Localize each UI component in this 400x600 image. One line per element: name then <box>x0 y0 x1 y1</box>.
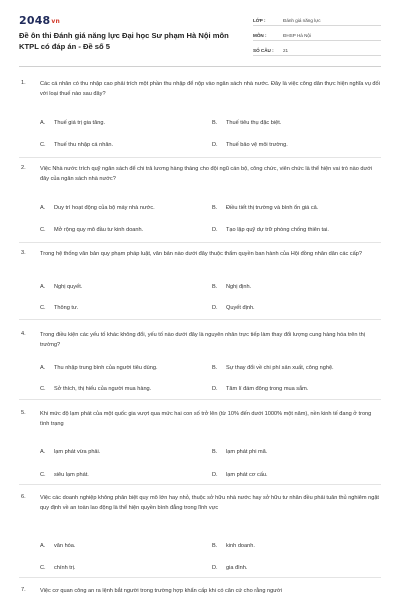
option-letter: D. <box>212 386 218 392</box>
option-text: lạm phát cơ cấu. <box>226 472 268 478</box>
option-a[interactable] <box>40 205 155 211</box>
option-a[interactable] <box>40 120 105 126</box>
meta-row-count <box>253 43 381 56</box>
meta-label: MÔN : <box>253 33 267 38</box>
option-letter: C. <box>40 386 46 392</box>
option-letter: B. <box>212 543 218 549</box>
option-b[interactable] <box>212 284 251 290</box>
exam-meta <box>253 13 381 58</box>
option-text: Thuế thu nhập cá nhân. <box>54 142 114 148</box>
question-number: 6. <box>21 494 26 500</box>
option-text: lạm phát vừa phải. <box>54 449 101 455</box>
option-letter: B. <box>212 365 218 371</box>
option-text: Thuế bảo vệ môi trường. <box>226 142 288 148</box>
option-a[interactable] <box>40 365 158 371</box>
option-text: Thông tư. <box>54 305 79 311</box>
header-divider <box>19 66 381 67</box>
option-text: gia đình. <box>226 565 248 571</box>
option-letter: D. <box>212 305 218 311</box>
question-number: 4. <box>21 331 26 337</box>
option-letter: A. <box>40 205 46 211</box>
option-text: văn hóa. <box>54 543 76 549</box>
option-b[interactable] <box>212 205 318 211</box>
option-letter: D. <box>212 565 218 571</box>
option-text: Thuế tiêu thụ đặc biệt. <box>226 120 282 126</box>
option-letter: D. <box>212 142 218 148</box>
option-a[interactable] <box>40 543 75 549</box>
logo-suffix: vn <box>51 18 61 25</box>
meta-value: 21 <box>283 48 289 53</box>
option-text: Tâm lí đám đông trong mua sắm. <box>226 386 309 392</box>
question-divider <box>19 319 381 320</box>
option-a[interactable] <box>40 284 82 290</box>
option-b[interactable] <box>212 543 255 549</box>
option-text: Duy trì hoạt động của bộ máy nhà nước. <box>54 205 155 211</box>
option-c[interactable] <box>40 142 113 148</box>
question-text: Khi mức độ lạm phát của một quốc gia vượt qua mức hai con số trở lên (từ 10% đến dưới 1000% một năm), nền kinh tế đang ở trong tình trạng <box>40 411 372 427</box>
option-letter: B. <box>212 120 218 126</box>
option-b[interactable] <box>212 365 334 371</box>
meta-label: SỐ CÂU : <box>253 48 274 53</box>
option-letter: C. <box>40 142 46 148</box>
option-text: Tạo lập quỹ dự trữ phòng chống thiên tai. <box>226 227 329 233</box>
meta-row-subject <box>253 28 381 41</box>
option-letter: A. <box>40 543 46 549</box>
option-letter: A. <box>40 284 46 290</box>
option-text: Thuế giá trị gia tăng. <box>54 120 105 126</box>
option-letter: D. <box>212 227 218 233</box>
option-letter: C. <box>40 305 46 311</box>
question-text: Các cá nhân có thu nhập cao phải trích một phần thu nhập để nộp vào ngân sách nhà nước. Đây là việc công dân thực hiện nghĩa vụ đối với loại thuế nào sau đây? <box>40 81 380 97</box>
question-number: 2. <box>21 165 26 171</box>
question-divider <box>19 242 381 243</box>
option-c[interactable] <box>40 386 151 392</box>
option-letter: C. <box>40 565 46 571</box>
option-b[interactable] <box>212 120 281 126</box>
option-d[interactable] <box>212 386 308 392</box>
option-d[interactable] <box>212 305 255 311</box>
question-divider <box>19 157 381 158</box>
option-letter: A. <box>40 449 46 455</box>
option-text: chính trị. <box>54 565 76 571</box>
question-number: 7. <box>21 587 26 593</box>
option-text: Sự thay đổi về chi phí sản xuất, công nghệ. <box>226 365 334 371</box>
option-d[interactable] <box>212 142 288 148</box>
meta-row-class <box>253 13 381 26</box>
option-letter: B. <box>212 284 218 290</box>
question-text: Việc các doanh nghiệp không phân biệt quy mô lớn hay nhỏ, thuộc sở hữu nhà nước hay sở hữu tư nhân đều phải tuân thủ nghiêm ngặt quy định về an toàn lao động là thể hiện quyền bình đẳng trong lĩnh vực <box>40 495 379 511</box>
logo-text: 2048 <box>19 14 51 27</box>
question-number: 1. <box>21 80 26 86</box>
option-text: Điều tiết thị trường và bình ổn giá cả. <box>226 205 319 211</box>
option-text: Quyết định. <box>226 305 255 311</box>
option-letter: A. <box>40 120 46 126</box>
option-c[interactable] <box>40 227 143 233</box>
document-title: Đề ôn thi Đánh giá năng lực Đại học Sư phạm Hà Nội môn KTPL có đáp án - Đề số 5 <box>19 31 229 51</box>
site-logo[interactable] <box>19 14 60 27</box>
question-number: 5. <box>21 410 26 416</box>
meta-value: Đánh giá năng lực <box>283 18 321 23</box>
option-text: Nghị quyết. <box>54 284 83 290</box>
question-text: Trong hệ thống văn bản quy phạm pháp luật, văn bản nào dưới đây thuộc thẩm quyền ban hành của Hội đồng nhân dân các cấp? <box>40 251 362 257</box>
question-divider <box>19 484 381 485</box>
option-text: lạm phát phi mã. <box>226 449 268 455</box>
option-letter: C. <box>40 227 46 233</box>
document-header <box>0 0 400 62</box>
option-letter: C. <box>40 472 46 478</box>
option-d[interactable] <box>212 565 247 571</box>
question-divider <box>19 577 381 578</box>
option-letter: B. <box>212 449 218 455</box>
option-b[interactable] <box>212 449 267 455</box>
option-a[interactable] <box>40 449 100 455</box>
question-number: 3. <box>21 250 26 256</box>
option-letter: D. <box>212 472 218 478</box>
option-text: Sở thích, thị hiếu của người mua hàng. <box>54 386 152 392</box>
option-c[interactable] <box>40 472 89 478</box>
option-text: Mở rộng quy mô đầu tư kinh doanh. <box>54 227 144 233</box>
option-text: Thu nhập trung bình của người tiêu dùng. <box>54 365 158 371</box>
option-letter: B. <box>212 205 218 211</box>
option-d[interactable] <box>212 472 268 478</box>
question-text: Việc Nhà nước trích quỹ ngân sách để chi trả lương hàng tháng cho đội ngũ cán bộ, công chức, viên chức là thể hiện vai trò nào dưới đây của ngân sách nhà nước? <box>40 166 373 182</box>
question-divider <box>19 399 381 400</box>
option-d[interactable] <box>212 227 329 233</box>
question-text: Trong điều kiện các yếu tố khác không đổi, yếu tố nào dưới đây là nguyên nhân trực tiếp làm thay đổi lượng cung hàng hóa trên thị trường? <box>40 332 365 348</box>
option-c[interactable] <box>40 565 75 571</box>
question-text: Việc cơ quan công an ra lệnh bắt người trong trường hợp khẩn cấp khi có căn cứ cho rằng người <box>40 588 282 594</box>
option-letter: A. <box>40 365 46 371</box>
option-text: siêu lạm phát. <box>54 472 89 478</box>
option-text: kinh doanh. <box>226 543 255 549</box>
meta-label: LỚP : <box>253 18 266 23</box>
option-text: Nghị định. <box>226 284 252 290</box>
option-c[interactable] <box>40 305 78 311</box>
meta-value: ĐHSP Hà Nội <box>283 33 311 38</box>
